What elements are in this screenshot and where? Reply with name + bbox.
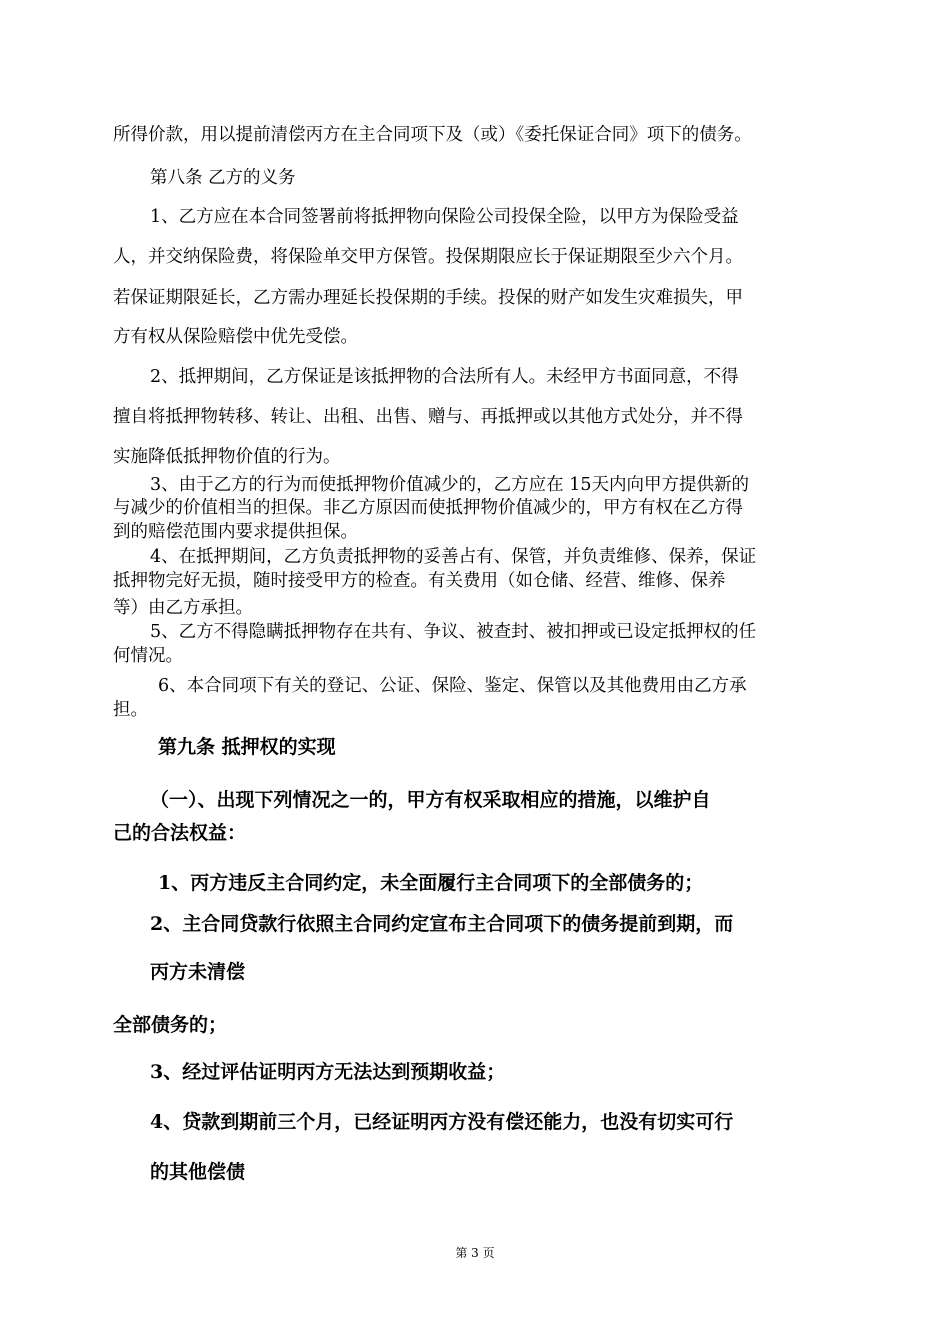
item-2-line: 擅自将抵押物转移、转让、出租、出售、赠与、再抵押或以其他方式处分，并不得 bbox=[113, 407, 743, 427]
item-2-line: 2、抵押期间，乙方保证是该抵押物的合法所有人。未经甲方书面同意，不得 bbox=[150, 367, 739, 387]
item-3-line: 到的赔偿范围内要求提供担保。 bbox=[113, 522, 358, 542]
item-3-line: 3、由于乙方的行为而使抵押物价值减少的，乙方应在 15天内向甲方提供新的 bbox=[150, 475, 749, 495]
item-1-line: 1、乙方应在本合同签署前将抵押物向保险公司投保全险，以甲方为保险受益 bbox=[150, 207, 739, 227]
item-5-line: 5、乙方不得隐瞒抵押物存在共有、争议、被查封、被扣押或已设定抵押权的任 bbox=[150, 622, 757, 642]
item-4-line: 抵押物完好无损，随时接受甲方的检查。有关费用（如仓储、经营、维修、保养 bbox=[113, 571, 726, 591]
item-3-line: 与减少的价值相当的担保。非乙方原因而使抵押物价值减少的，甲方有权在乙方得 bbox=[113, 498, 743, 518]
clause-1-line: 己的合法权益： bbox=[113, 822, 247, 844]
article-9-heading: 第九条 抵押权的实现 bbox=[158, 736, 336, 758]
condition-2-line: 丙方未清偿 bbox=[150, 961, 246, 983]
condition-1: 1、丙方违反主合同约定，未全面履行主合同项下的全部债务的； bbox=[158, 872, 704, 894]
page-number: 第 3 页 bbox=[455, 1246, 495, 1260]
condition-3: 3、经过评估证明丙方无法达到预期收益； bbox=[150, 1061, 506, 1083]
item-5-line: 何情况。 bbox=[113, 646, 183, 666]
item-4-line: 等）由乙方承担。 bbox=[113, 598, 253, 618]
clause-1-line: （一）、出现下列情况之一的，甲方有权采取相应的措施，以维护自 bbox=[150, 789, 711, 811]
condition-2-line: 全部债务的； bbox=[113, 1014, 228, 1036]
item-1-line: 人，并交纳保险费，将保险单交甲方保管。投保期限应长于保证期限至少六个月。 bbox=[113, 247, 743, 267]
item-4-line: 4、在抵押期间，乙方负责抵押物的妥善占有、保管，并负责维修、保养，保证 bbox=[150, 547, 757, 567]
item-1-line: 方有权从保险赔偿中优先受偿。 bbox=[113, 327, 358, 347]
condition-4-line: 4、贷款到期前三个月，已经证明丙方没有偿还能力，也没有切实可行 bbox=[150, 1111, 734, 1133]
item-2-line: 实施降低抵押物价值的行为。 bbox=[113, 447, 341, 467]
article-8-heading: 第八条 乙方的义务 bbox=[150, 168, 296, 188]
item-6-line: 担。 bbox=[113, 700, 148, 720]
item-1-line: 若保证期限延长，乙方需办理延长投保期的手续。投保的财产如发生灾难损失，甲 bbox=[113, 288, 743, 308]
item-6-line: 6、本合同项下有关的登记、公证、保险、鉴定、保管以及其他费用由乙方承 bbox=[158, 676, 747, 696]
paragraph-line: 所得价款，用以提前清偿丙方在主合同项下及（或）《委托保证合同》项下的债务。 bbox=[113, 125, 752, 145]
condition-4-line: 的其他偿债 bbox=[150, 1161, 246, 1183]
condition-2-line: 2、主合同贷款行依照主合同约定宣布主合同项下的债务提前到期，而 bbox=[150, 913, 734, 935]
